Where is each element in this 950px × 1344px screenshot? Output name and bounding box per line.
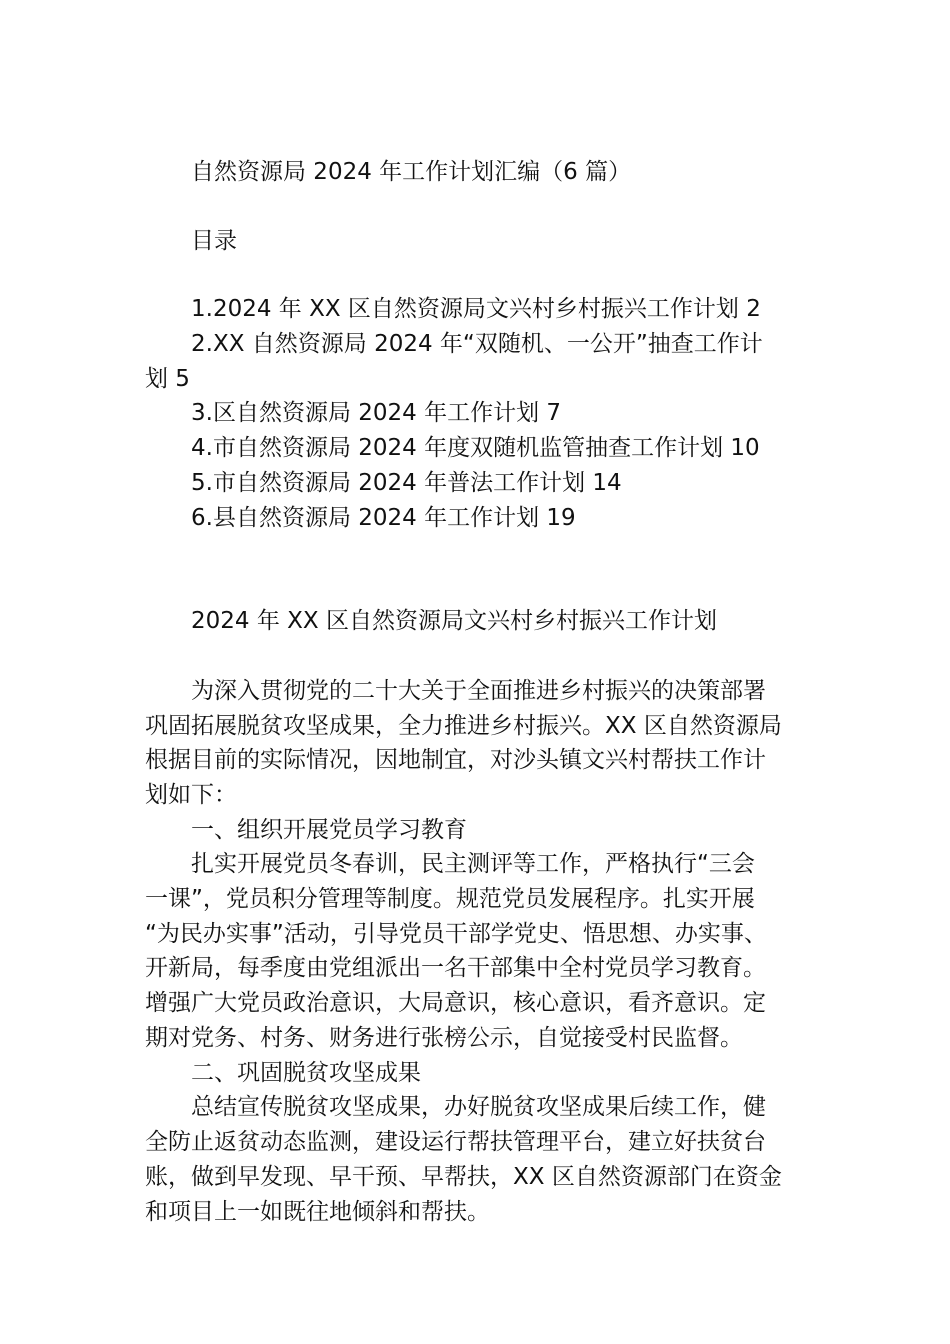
paragraph-line: 根据目前的实际情况，因地制宜，对沙头镇文兴村帮扶工作计 [145,747,766,773]
paragraph-line: 一课”，党员积分管理等制度。规范党员发展程序。扎实开展 [145,886,755,912]
toc-item: 6.县自然资源局 2024 年工作计划 19 [191,505,576,531]
toc-item-continuation: 划 5 [145,366,190,392]
section-title: 2024 年 XX 区自然资源局文兴村乡村振兴工作计划 [191,608,717,634]
toc-item: 3.区自然资源局 2024 年工作计划 7 [191,400,562,426]
paragraph-line: 增强广大党员政治意识，大局意识，核心意识，看齐意识。定 [145,990,766,1016]
document-title: 自然资源局 2024 年工作计划汇编（6 篇） [191,159,632,185]
toc-item: 4.市自然资源局 2024 年度双随机监管抽查工作计划 10 [191,435,760,461]
paragraph-line: 全防止返贫动态监测，建设运行帮扶管理平台，建立好扶贫台 [145,1129,766,1155]
paragraph-line: 账，做到早发现、早干预、早帮扶，XX 区自然资源部门在资金 [145,1164,782,1190]
toc-heading: 目录 [191,228,237,254]
toc-item: 5.市自然资源局 2024 年普法工作计划 14 [191,470,622,496]
paragraph-line: 总结宣传脱贫攻坚成果，办好脱贫攻坚成果后续工作，健 [191,1094,766,1120]
paragraph-line: 和项目上一如既往地倾斜和帮扶。 [145,1199,490,1225]
paragraph-line: “为民办实事”活动，引导党员干部学党史、悟思想、办实事、 [145,921,767,947]
paragraph-line: 巩固拓展脱贫攻坚成果，全力推进乡村振兴。XX 区自然资源局 [145,713,782,739]
paragraph-line: 划如下： [145,782,237,808]
paragraph-line: 扎实开展党员冬春训，民主测评等工作，严格执行“三会 [191,851,755,877]
subheading: 二、巩固脱贫攻坚成果 [191,1060,421,1086]
toc-item: 1.2024 年 XX 区自然资源局文兴村乡村振兴工作计划 2 [191,296,761,322]
paragraph-line: 期对党务、村务、财务进行张榜公示，自觉接受村民监督。 [145,1025,743,1051]
paragraph-line: 为深入贯彻党的二十大关于全面推进乡村振兴的决策部署 [191,678,766,704]
subheading: 一、组织开展党员学习教育 [191,817,467,843]
toc-item: 2.XX 自然资源局 2024 年“双随机、一公开”抽查工作计 [191,331,763,357]
paragraph-line: 开新局，每季度由党组派出一名干部集中全村党员学习教育。 [145,955,766,981]
